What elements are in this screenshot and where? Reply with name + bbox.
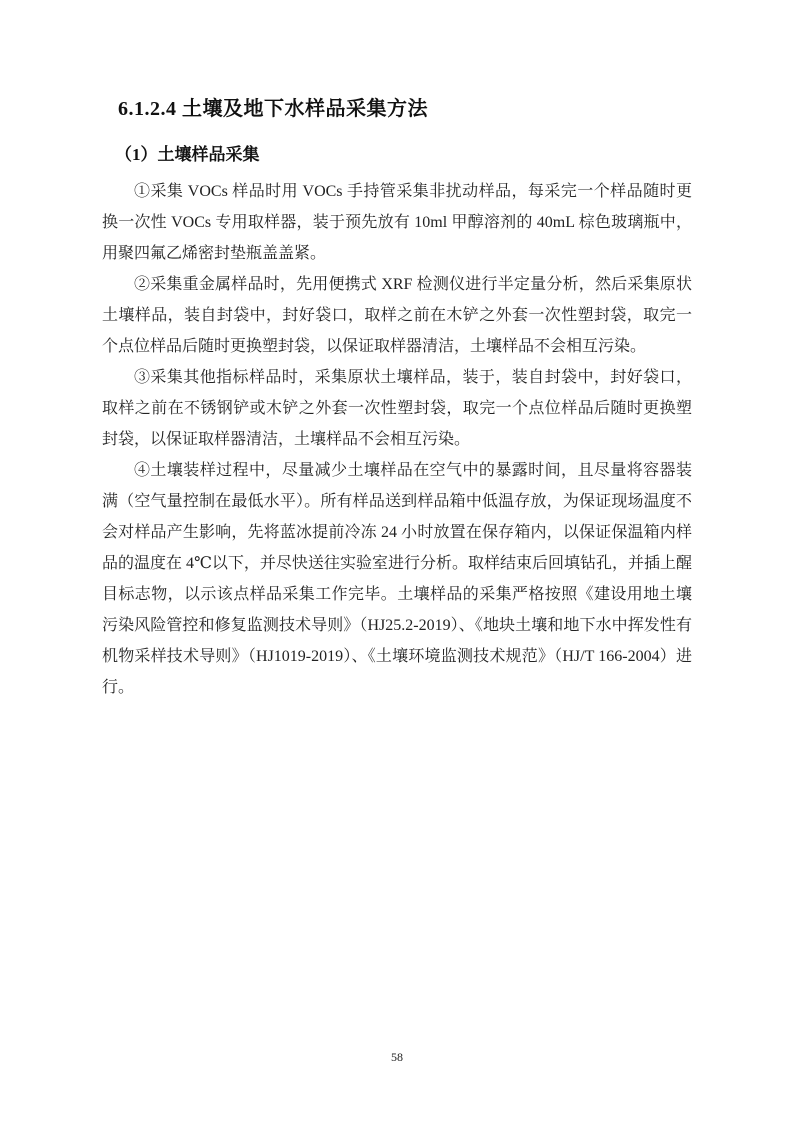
page-number: 58 xyxy=(391,1050,403,1064)
paragraph-soil-packing-procedure: ④土壤装样过程中，尽量减少土壤样品在空气中的暴露时间，且尽量将容器装满（空气量控制在最低水平）。所有样品送到样品箱中低温存放，为保证现场温度不会对样品产生影响，先将蓝冰提前冷冻 24 小时放置在保存箱内，以保证保温箱内样品的温度在 4℃以下，并尽快送往实验室进行分析。取样结束后回填钻孔，并插上醒目标志物，以示该点样品采集工作完毕。土壤样品的采集严格按照《建设用地土壤污染风险管控和修复监测技术导则》（HJ25.2-2019）、《地块土壤和地下水中挥发性有机物采样技术导则》（HJ1019-2019）、《土壤环境监测技术规范》（HJ/T 166-2004）进行。 xyxy=(102,462,692,696)
paragraph-other-indicator-sampling: ③采集其他指标样品时，采集原状土壤样品，装于，装自封袋中，封好袋口，取样之前在不锈钢铲或木铲之外套一次性塑封袋，取完一个点位样品后随时更换塑封袋，以保证取样器清洁，土壤样品不会相互污染。 xyxy=(102,369,692,448)
paragraph-voc-sampling: ①采集 VOCs 样品时用 VOCs 手持管采集非扰动样品，每采完一个样品随时更换一次性 VOCs 专用取样器，装于预先放有 10ml 甲醇溶剂的 40mL 棕色玻璃瓶中，用聚四氟乙烯密封垫瓶盖盖紧。 xyxy=(102,183,692,262)
section-heading: 6.1.2.4 土壤及地下水样品采集方法 xyxy=(118,98,428,120)
paragraph-heavy-metal-sampling: ②采集重金属样品时，先用便携式 XRF 检测仪进行半定量分析，然后采集原状土壤样品，装自封袋中，封好袋口，取样之前在木铲之外套一次性塑封袋，取完一个点位样品后随时更换塑封袋，以保证取样器清洁，土壤样品不会相互污染。 xyxy=(102,276,692,355)
subsection-heading: （1）土壤样品采集 xyxy=(115,145,260,164)
text-block xyxy=(102,97,692,703)
